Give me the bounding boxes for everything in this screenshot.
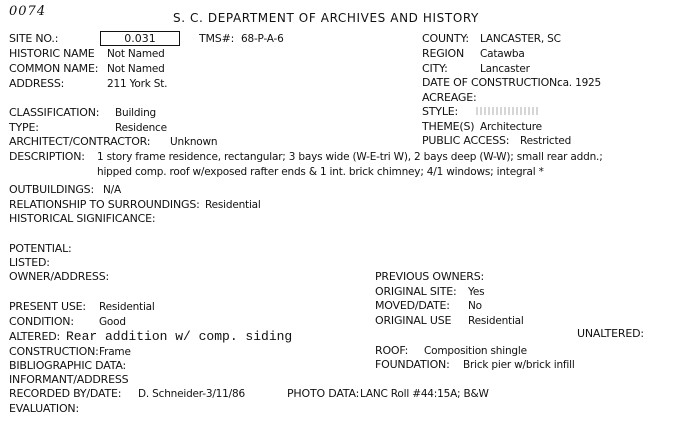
classification-label: CLASSIFICATION: [9,106,100,119]
themes-label: THEME(S) [422,120,475,133]
historic-name-label: HISTORIC NAME [9,47,95,60]
type-value: Residence [115,122,167,134]
date-of-construction-value: ca. 1925 [557,77,602,89]
potential-label: POTENTIAL: [9,242,72,255]
address-value: 211 York St. [107,78,168,90]
photo-data-value: LANC Roll #44:15A; B&W [360,388,489,400]
public-access-value: Restricted [520,135,572,147]
architect-value: Unknown [170,136,218,148]
description-label: DESCRIPTION: [9,150,85,163]
moved-date-label: MOVED/DATE: [375,299,450,312]
tms-label: TMS#: [199,32,235,45]
acreage-label: ACREAGE: [422,91,477,104]
original-use-value: Residential [468,315,524,327]
recorded-by-label: RECORDED BY/DATE: [9,387,122,400]
handwritten-page-number: 0074 [9,4,47,19]
style-label: STYLE: [422,105,459,118]
moved-date-value: No [468,300,482,312]
illegible-style-value [476,107,538,115]
description-line-2: hipped comp. roof w/exposed rafter ends & 1 int. brick chimney; 4/1 windows; integral * [97,166,544,178]
recorded-by-value: D. Schneider-3/11/86 [138,388,245,400]
unaltered-label: UNALTERED: [577,327,644,340]
relationship-label: RELATIONSHIP TO SURROUNDINGS: [9,198,200,211]
condition-label: CONDITION: [9,315,74,328]
public-access-label: PUBLIC ACCESS: [422,134,510,147]
common-name-value: Not Named [107,63,165,75]
roof-label: ROOF: [375,344,409,357]
construction-value: Frame [99,346,131,358]
classification-value: Building [115,107,156,119]
evaluation-label: EVALUATION: [9,402,79,415]
region-label: REGION [422,47,465,60]
roof-value: Composition shingle [424,345,527,357]
relationship-value: Residential [205,199,261,211]
region-value: Catawba [480,48,525,60]
previous-owners-label: PREVIOUS OWNERS: [375,270,485,283]
document-title: S. C. DEPARTMENT OF ARCHIVES AND HISTORY [173,11,479,25]
type-label: TYPE: [9,121,39,134]
present-use-label: PRESENT USE: [9,300,86,313]
original-site-value: Yes [468,286,485,298]
county-label: COUNTY: [422,32,469,45]
city-label: CITY: [422,62,448,75]
present-use-value: Residential [99,301,155,313]
historic-name-value: Not Named [107,48,165,60]
altered-label: ALTERED: [9,330,60,343]
original-site-label: ORIGINAL SITE: [375,285,457,298]
description-line-1: 1 story frame residence, rectangular; 3 bays wide (W-E-tri W), 2 bays deep (W-W); small rear addn.; [97,151,603,163]
outbuildings-label: OUTBUILDINGS: [9,183,94,196]
foundation-value: Brick pier w/brick infill [463,359,575,371]
listed-label: LISTED: [9,256,50,269]
outbuildings-value: N/A [103,184,121,196]
bibliographic-data-label: BIBLIOGRAPHIC DATA: [9,359,126,372]
city-value: Lancaster [480,63,530,75]
original-use-label: ORIGINAL USE [375,314,452,327]
altered-value: Rear addition w/ comp. siding [66,329,293,344]
informant-address-label: INFORMANT/ADDRESS [9,373,129,386]
themes-value: Architecture [480,121,542,133]
architect-label: ARCHITECT/CONTRACTOR: [9,135,151,148]
site-no-label: SITE NO.: [9,32,59,45]
historical-significance-label: HISTORICAL SIGNIFICANCE: [9,212,156,225]
construction-label: CONSTRUCTION: [9,345,99,358]
county-value: LANCASTER, SC [480,33,561,45]
address-label: ADDRESS: [9,77,65,90]
site-no-value: 0.031 [100,31,180,46]
photo-data-label: PHOTO DATA: [287,387,360,400]
date-of-construction-label: DATE OF CONSTRUCTION: [422,76,561,89]
common-name-label: COMMON NAME: [9,62,99,75]
tms-value: 68-P-A-6 [241,33,284,45]
owner-address-label: OWNER/ADDRESS: [9,270,109,283]
condition-value: Good [99,316,126,328]
foundation-label: FOUNDATION: [375,358,450,371]
